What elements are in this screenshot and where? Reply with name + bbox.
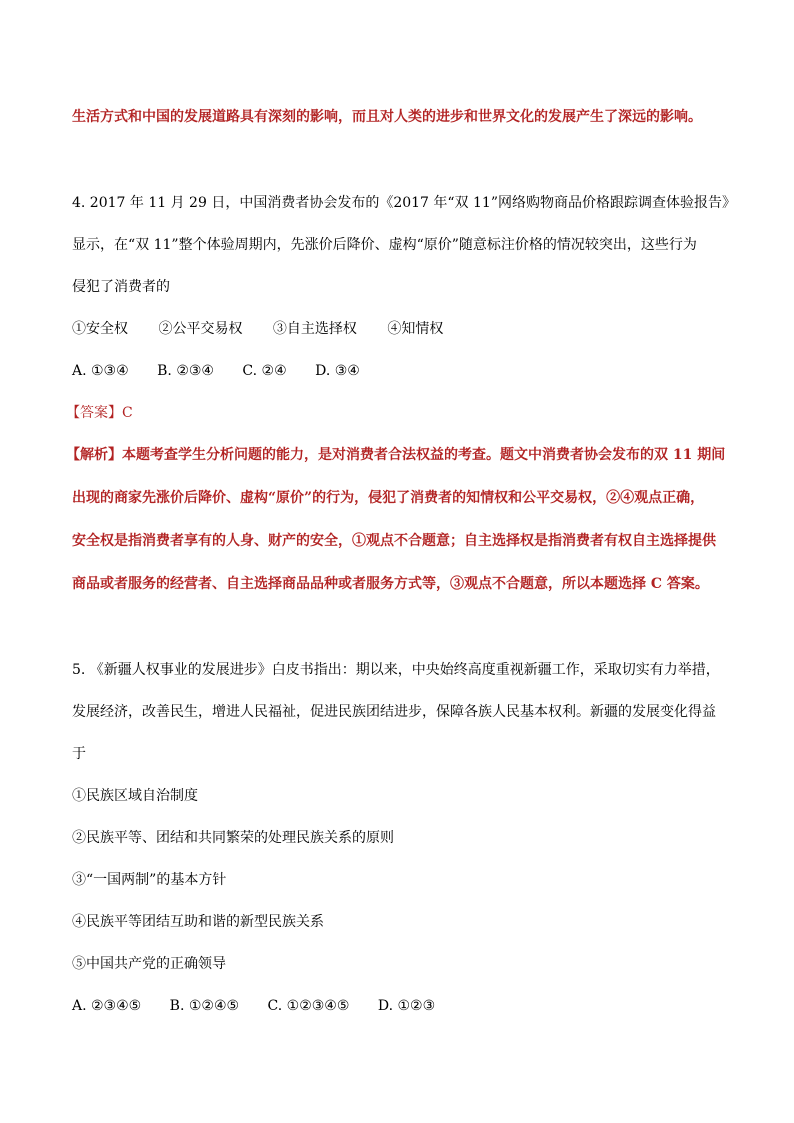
q4-stem-line-3: 侵犯了消费者的 xyxy=(72,279,170,295)
q4-analysis-line-2: 出现的商家先涨价后降价、虚构“原价”的行为，侵犯了消费者的知情权和公平交易权，②④观点正确， xyxy=(72,490,705,506)
q5-item: ⑤中国共产党的正确领导 xyxy=(72,956,226,972)
intro-text: 生活方式和中国的发展道路具有深刻的影响，而且对人类的进步和世界文化的发展产生了深远的影响。 xyxy=(72,109,702,125)
q4-choice: C. ②④ xyxy=(242,363,287,379)
q4-item: ④知情权 xyxy=(387,321,444,337)
q4-item: ①安全权 xyxy=(72,321,128,337)
q5-stem-line-1: 5. 《新疆人权事业的发展进步》白皮书指出：期以来，中央始终高度重视新疆工作，采取切实有力举措， xyxy=(72,662,720,678)
q4-stem-line-1: 4. 2017 年 11 月 29 日，中国消费者协会发布的《2017 年“双 11”网络购物商品价格跟踪调查体验报告》 xyxy=(72,195,736,211)
q4-choice: A. ①③④ xyxy=(72,363,129,379)
q4-analysis-line-3: 安全权是指消费者享有的人身、财产的安全，①观点不合题意；自主选择权是指消费者有权自主选择提供 xyxy=(72,533,716,549)
q4-analysis-line-1: 【解析】本题考查学生分析问题的能力，是对消费者合法权益的考查。题文中消费者协会发布的双 11 期间 xyxy=(66,447,726,463)
q4-answer: 【答案】C xyxy=(66,405,133,421)
q4-stem-line-2: 显示，在“双 11”整个体验周期内，先涨价后降价、虚构“原价”随意标注价格的情况较突出，这些行为 xyxy=(72,237,697,253)
q4-analysis-line-4: 商品或者服务的经营者、自主选择商品品种或者服务方式等，③观点不合题意，所以本题选择 C 答案。 xyxy=(72,576,709,592)
q5-choice: C. ①②③④⑤ xyxy=(267,998,350,1014)
q5-choice: A. ②③④⑤ xyxy=(72,998,142,1014)
q4-choice: B. ②③④ xyxy=(157,363,214,379)
q5-stem-line-2: 发展经济，改善民生，增进人民福祉，促进民族团结进步，保障各族人民基本权利。新疆的发展变化得益 xyxy=(72,704,716,720)
q4-items xyxy=(72,320,469,338)
q5-item: ④民族平等团结互助和谐的新型民族关系 xyxy=(72,914,324,930)
q4-item: ③自主选择权 xyxy=(272,321,357,337)
q5-item: ②民族平等、团结和共同繁荣的处理民族关系的原则 xyxy=(72,830,394,846)
q5-item: ③“一国两制”的基本方针 xyxy=(72,872,227,888)
q5-choices xyxy=(72,997,459,1015)
q4-choices xyxy=(72,362,384,380)
q5-choice: B. ①②④⑤ xyxy=(169,998,240,1014)
q4-item: ②公平交易权 xyxy=(158,321,243,337)
q5-item: ①民族区域自治制度 xyxy=(72,788,198,804)
q5-stem-line-3: 于 xyxy=(72,746,86,762)
q4-choice: D. ③④ xyxy=(315,363,360,379)
q5-choice: D. ①②③ xyxy=(377,998,436,1014)
